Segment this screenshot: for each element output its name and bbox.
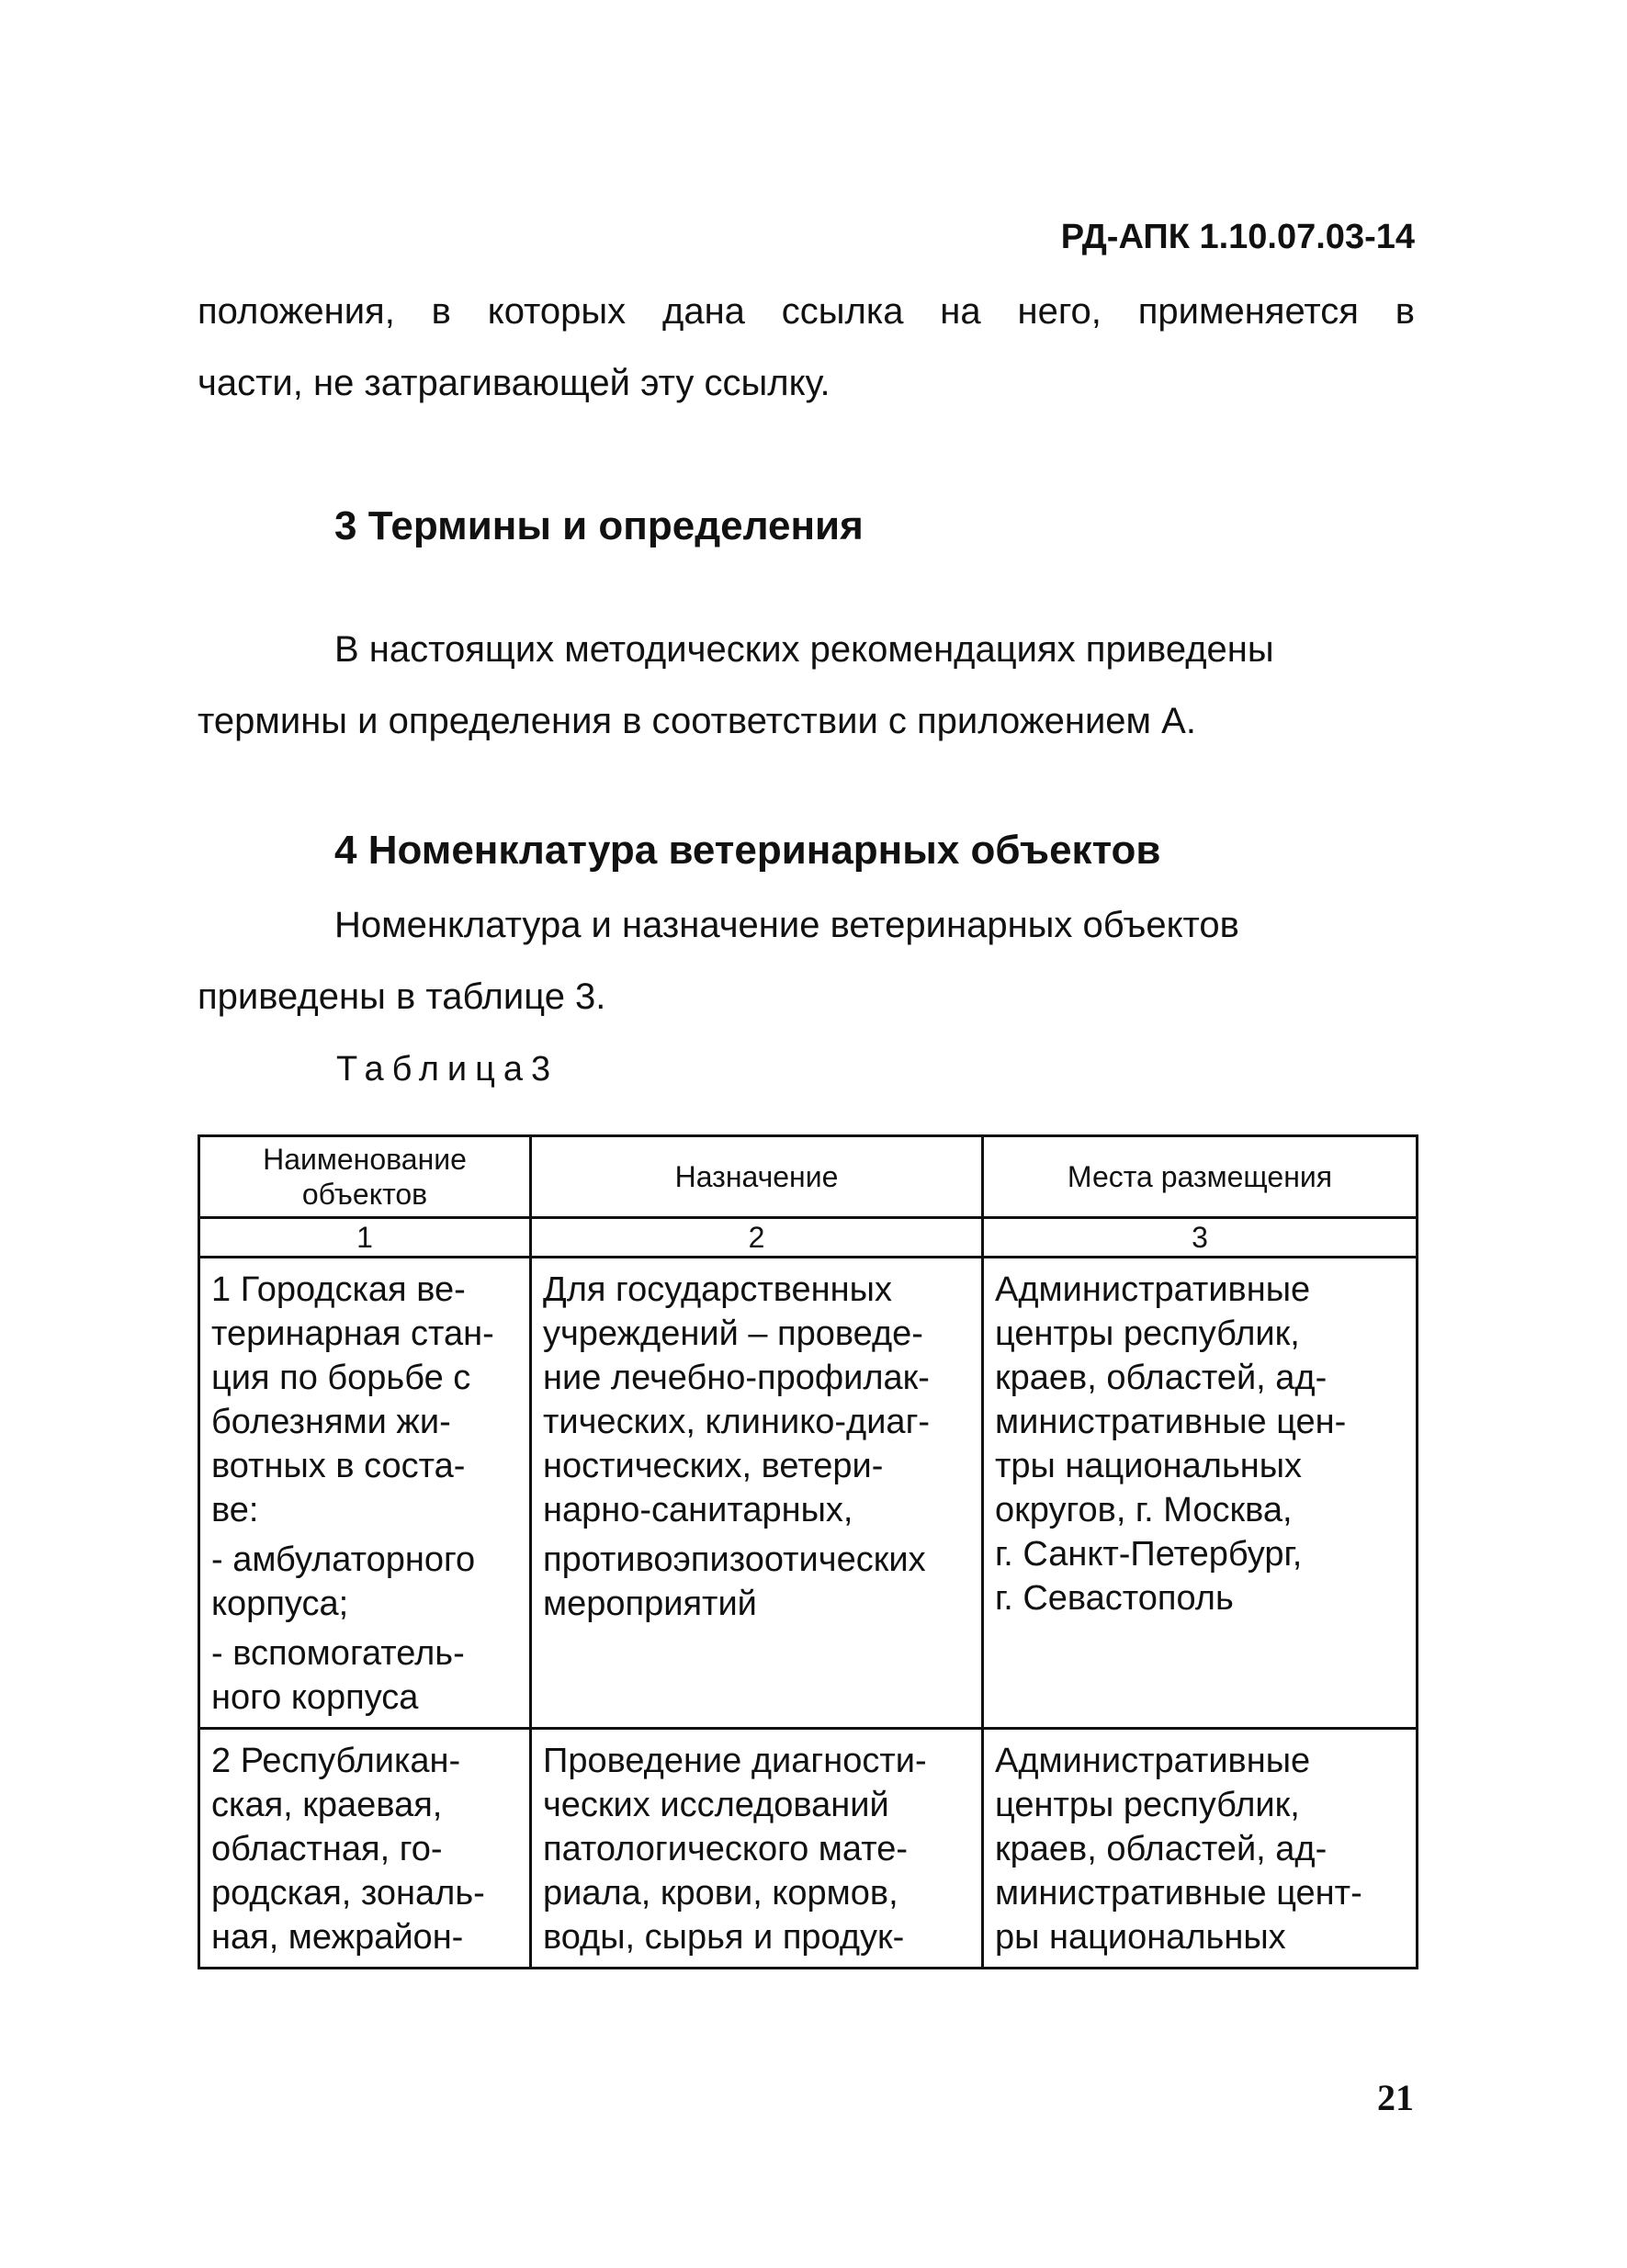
row-1-name-line: 1 Городская ве- bbox=[211, 1270, 466, 1309]
row-2-location-line: министративные цент- bbox=[995, 1874, 1362, 1913]
row-1-location-line: г. Севастополь bbox=[995, 1579, 1234, 1618]
row-1-location-line: центры республик, bbox=[995, 1315, 1300, 1353]
row-1-location-line: краев, областей, ад- bbox=[995, 1359, 1328, 1397]
row-1-name-line: ция по борьбе с bbox=[211, 1359, 471, 1397]
row-2-purpose-cell bbox=[531, 1729, 983, 1969]
header-cell-purpose: Назначение bbox=[531, 1136, 983, 1218]
row-2-name-line: ная, межрайон- bbox=[211, 1918, 464, 1957]
nomenclature-table bbox=[198, 1134, 1418, 1969]
row-1-name-line: - вспомогатель- bbox=[211, 1634, 465, 1673]
section-4-line-1: Номенклатура и назначение ветеринарных объектов bbox=[334, 905, 1239, 945]
row-2-purpose-line: риала, крови, кормов, bbox=[543, 1874, 898, 1913]
row-1-name-line: вотных в соста- bbox=[211, 1447, 466, 1485]
row-1-purpose-line: ностических, ветери- bbox=[543, 1447, 884, 1485]
intro-line-2: части, не затрагивающей эту ссылку. bbox=[198, 363, 830, 403]
section-3-line-1: В настоящих методических рекомендациях приведены bbox=[334, 629, 1274, 670]
row-2-location-line: краев, областей, ад- bbox=[995, 1830, 1328, 1868]
document-code: РД-АПК 1.10.07.03-14 bbox=[1060, 218, 1415, 256]
column-number-2: 2 bbox=[531, 1218, 983, 1258]
row-2-purpose-line: ческих исследований bbox=[543, 1786, 889, 1824]
header-name-line-1: Наименование bbox=[263, 1143, 467, 1176]
row-1-location-line: министративные цен- bbox=[995, 1403, 1347, 1441]
row-1-purpose-line: Для государственных bbox=[543, 1270, 892, 1309]
row-2-name-line: 2 Республикан- bbox=[211, 1742, 461, 1780]
row-1-purpose-line: ние лечебно-профилак- bbox=[543, 1359, 930, 1397]
row-1-location-line: тры национальных bbox=[995, 1447, 1303, 1485]
section-4-paragraph bbox=[198, 889, 1415, 1032]
intro-line-1: положения, в которых дана ссылка на него, применяется в bbox=[198, 291, 1415, 332]
row-1-purpose-line: противоэпизоотических bbox=[543, 1540, 926, 1579]
row-1-location-line: округов, г. Москва, bbox=[995, 1491, 1293, 1529]
header-cell-location: Места размещения bbox=[983, 1136, 1418, 1218]
row-2-name-line: областная, го- bbox=[211, 1830, 443, 1868]
row-1-purpose-line: мероприятий bbox=[543, 1585, 757, 1623]
page-number: 21 bbox=[1377, 2077, 1414, 2118]
row-1-name-line: корпуса; bbox=[211, 1585, 349, 1623]
header-cell-name bbox=[199, 1136, 531, 1218]
row-2-purpose-line: патологического мате- bbox=[543, 1830, 908, 1868]
section-4-heading: 4 Номенклатура ветеринарных объектов bbox=[334, 828, 1161, 873]
row-2-location-cell bbox=[983, 1729, 1418, 1969]
row-2-purpose-line: воды, сырья и продук- bbox=[543, 1918, 905, 1957]
section-3-line-2: термины и определения в соответствии с приложением А. bbox=[198, 701, 1196, 741]
column-number-1: 1 bbox=[199, 1218, 531, 1258]
column-number-3: 3 bbox=[983, 1218, 1418, 1258]
row-2-purpose-line: Проведение диагности- bbox=[543, 1742, 927, 1780]
row-1-name-line: - амбулаторного bbox=[211, 1540, 476, 1579]
section-3-heading: 3 Термины и определения bbox=[334, 503, 864, 548]
row-1-purpose-line: нарно-санитарных, bbox=[543, 1491, 853, 1529]
row-1-location-line: Административные bbox=[995, 1270, 1311, 1309]
intro-paragraph bbox=[198, 276, 1415, 419]
row-1-name-line: теринарная стан- bbox=[211, 1315, 494, 1353]
row-1-purpose-cell bbox=[531, 1258, 983, 1729]
row-1-location-cell bbox=[983, 1258, 1418, 1729]
row-2-name-line: ская, краевая, bbox=[211, 1786, 443, 1824]
row-1-location-line: г. Санкт-Петербург, bbox=[995, 1535, 1303, 1574]
row-2-name-line: родская, зональ- bbox=[211, 1874, 485, 1913]
table-header-row bbox=[199, 1136, 1418, 1218]
table-row bbox=[199, 1729, 1418, 1969]
row-2-location-line: Административные bbox=[995, 1742, 1311, 1780]
row-2-location-line: центры республик, bbox=[995, 1786, 1300, 1824]
row-2-name-cell bbox=[199, 1729, 531, 1969]
section-3-paragraph bbox=[198, 614, 1415, 757]
row-1-purpose-line: тических, клинико-диаг- bbox=[543, 1403, 931, 1441]
row-1-name-line: болезнями жи- bbox=[211, 1403, 451, 1441]
table-number-row bbox=[199, 1218, 1418, 1258]
row-1-purpose-line: учреждений – проведе- bbox=[543, 1315, 923, 1353]
table-row bbox=[199, 1258, 1418, 1729]
row-1-name-line: ве: bbox=[211, 1491, 259, 1529]
row-2-location-line: ры национальных bbox=[995, 1918, 1286, 1957]
header-name-line-2: объектов bbox=[301, 1178, 428, 1211]
row-1-name-cell bbox=[199, 1258, 531, 1729]
table-caption: Таблица3 bbox=[336, 1050, 559, 1089]
section-4-line-2: приведены в таблице 3. bbox=[198, 976, 606, 1017]
row-1-name-line: ного корпуса bbox=[211, 1678, 419, 1717]
